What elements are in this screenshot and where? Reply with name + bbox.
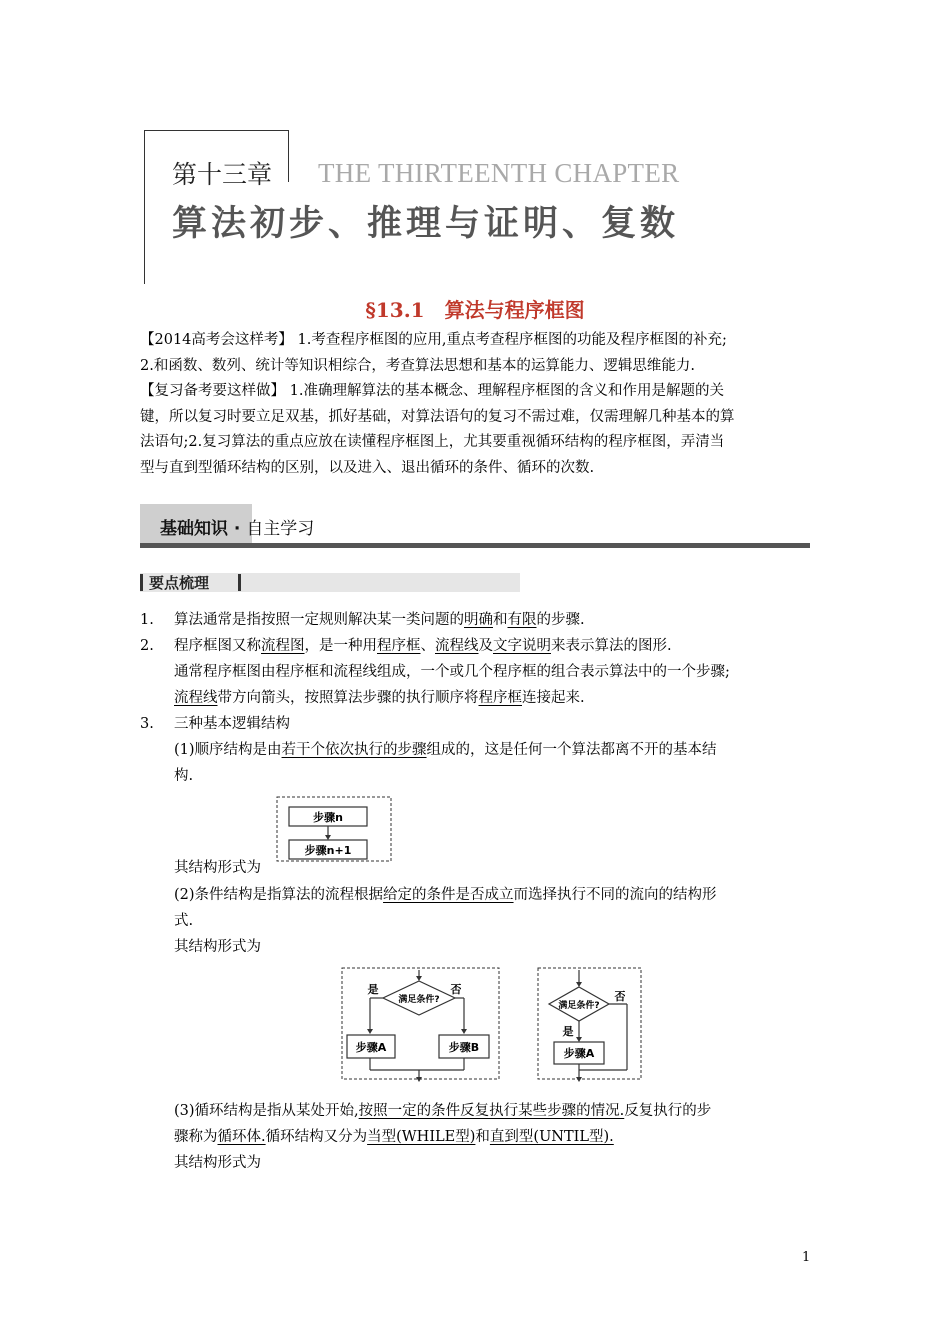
sub-3-blank-2: 循环体.	[217, 1129, 266, 1145]
item-2-text-a: 程序框图又称	[174, 638, 261, 654]
item-2-text-l: 带方向箭头，按照算法步骤的执行顺序将	[217, 690, 479, 706]
item-1-blank-2: 有限	[507, 612, 537, 628]
item-2-blank-2: 程序框	[377, 638, 421, 654]
item-2-blank-1: 流程图	[261, 638, 305, 654]
condition-2-entry-arrow	[576, 982, 582, 987]
subhead-label: 要点梳理	[149, 574, 210, 592]
condition-2-test-label: 满足条件?	[558, 1001, 600, 1011]
sub-3-blank-3: 当型(WHILE型)	[367, 1129, 476, 1145]
condition-2-exit-arrow	[576, 1077, 582, 1082]
item-2-blank-3: 流程线	[435, 638, 479, 654]
chapter-frame-right	[288, 130, 289, 182]
condition-1-test-label: 满足条件?	[398, 995, 440, 1005]
exam-tag-2: 【复习备考要这样做】	[140, 383, 285, 399]
item-2-text-g: 及	[478, 638, 493, 654]
exam-line-1	[140, 327, 727, 353]
condition-1-step-b-label: 步骤B	[448, 1041, 480, 1054]
item-2-blank-4: 文字说明	[493, 638, 551, 654]
sub-3-blank-4: 直到型(UNTIL型).	[489, 1129, 614, 1145]
condition-2-no-label: 否	[614, 990, 626, 1003]
condition-2-yes-label: 是	[562, 1025, 574, 1038]
sequence-diagram	[275, 795, 395, 865]
sub-3-form: 其结构形式为	[174, 1155, 261, 1171]
sub-3-line-1	[174, 1098, 711, 1124]
sub-2-form: 其结构形式为	[174, 939, 261, 955]
chapter-number: 第十三章	[172, 160, 273, 189]
exam-text-2a: 1.准确理解算法的基本概念、理解程序框图的含义和作用是解题的关	[289, 383, 724, 399]
item-2-blank-5: 流程线	[174, 690, 218, 706]
exam-line-3	[140, 378, 724, 404]
item-1-blank-1: 明确	[464, 612, 493, 628]
sub-2-text-a: (2)条件结构是指算法的流程根据	[174, 887, 384, 903]
item-2	[140, 633, 672, 659]
section-title: §13.1 算法与程序框图	[365, 298, 585, 322]
item-1-number: 1.	[140, 612, 154, 628]
sub-3-blank-1: 按照一定的条件反复执行某些步骤的情况.	[358, 1103, 625, 1119]
condition-1-no-label: 否	[450, 983, 462, 996]
bar-dot: ·	[233, 519, 241, 539]
sub-2-line-2: 式.	[174, 913, 194, 929]
sequence-step-2-label: 步骤n+1	[304, 844, 352, 857]
condition-2-step-a-label: 步骤A	[563, 1047, 595, 1060]
sub-3-text-c: 反复执行的步	[624, 1103, 712, 1119]
exam-line-5: 法语句;2.复习算法的重点应放在读懂程序框图上，尤其要重视循环结构的程序框图，弄清当	[140, 434, 725, 450]
sequence-step-1-label: 步骤n	[313, 811, 343, 824]
item-2-text-c: ，是一种用	[304, 638, 377, 654]
sub-3-text-d: 骤称为	[174, 1129, 218, 1145]
sub-3-text-a: (3)循环结构是指从某处开始,	[174, 1103, 359, 1119]
section-bar-line	[140, 543, 810, 548]
condition-1-no-arrow	[461, 1029, 467, 1034]
page-number: 1	[802, 1250, 811, 1265]
item-2-text-i: 来表示算法的图形.	[551, 638, 672, 654]
item-3-number: 3.	[140, 716, 154, 732]
item-2-text-e: 、	[420, 638, 435, 654]
item-2-number: 2.	[140, 638, 154, 654]
sub-2-line-1	[174, 882, 717, 908]
item-3-text: 三种基本逻辑结构	[174, 716, 290, 732]
item-3	[140, 711, 290, 737]
condition-1-yes-arrow	[367, 1029, 373, 1034]
sub-1-line-2: 构.	[174, 768, 194, 784]
condition-diagram-1	[340, 966, 502, 1082]
sub-1-text-a: (1)顺序结构是由	[174, 742, 282, 758]
section-bar-label	[160, 514, 314, 539]
exam-line-2: 2.和函数、数列、统计等知识相综合，考查算法思想和基本的运算能力、逻辑思维能力.	[140, 358, 695, 374]
sub-2-text-c: 而选择执行不同的流向的结构形	[513, 887, 717, 903]
sub-2-blank: 给定的条件是否成立	[383, 887, 514, 903]
condition-2-yes-arrow	[576, 1037, 582, 1042]
item-2-line-2: 通常程序框图由程序框和流程线组成，一个或几个程序框的组合表示算法中的一个步骤;	[174, 664, 730, 680]
condition-1-step-a-label: 步骤A	[355, 1041, 387, 1054]
chapter-frame-left	[144, 130, 145, 284]
exam-line-6: 型与直到型循环结构的区别，以及进入、退出循环的条件、循环的次数.	[140, 460, 595, 476]
chapter-title: 算法初步、推理与证明、复数	[172, 204, 680, 244]
condition-1-entry-arrow	[416, 976, 422, 981]
sub-3-text-f: 循环结构又分为	[265, 1129, 368, 1145]
sub-1-blank: 若干个依次执行的步骤	[281, 742, 427, 758]
exam-line-4: 键，所以复习时要立足双基，抓好基础，对算法语句的复习不需过难，仅需理解几种基本的算	[140, 409, 735, 425]
item-2-text-n: 连接起来.	[522, 690, 585, 706]
chapter-english-title: THE THIRTEENTH CHAPTER	[318, 158, 680, 188]
exam-text-1a: 1.考查程序框图的应用,重点考查程序框图的功能及程序框图的补充;	[297, 332, 727, 348]
item-2-blank-6: 程序框	[478, 690, 522, 706]
sub-1-text-c: 组成的，这是任何一个算法都离不开的基本结	[426, 742, 717, 758]
bar-main: 基础知识	[160, 519, 228, 539]
chapter-frame-top	[144, 130, 289, 131]
sequence-arrow-head	[325, 835, 331, 840]
bar-sub: 自主学习	[246, 519, 315, 539]
exam-tag-1: 【2014高考会这样考】	[140, 332, 293, 348]
sub-3-line-2	[174, 1124, 614, 1150]
sub-1-line-1	[174, 737, 717, 763]
item-2-line-3	[174, 685, 585, 711]
sub-1-form: 其结构形式为	[174, 860, 261, 876]
item-1-text-e: 的步骤.	[536, 612, 585, 628]
item-1-text-a: 算法通常是指按照一定规则解决某一类问题的	[174, 612, 464, 628]
subhead-mark-right	[238, 574, 241, 591]
item-1	[140, 607, 585, 633]
item-1-text-c: 和	[493, 612, 508, 628]
condition-1-yes-label: 是	[367, 983, 379, 996]
condition-diagram-2	[536, 966, 644, 1082]
subhead-mark-left	[140, 574, 143, 591]
sub-3-text-h: 和	[475, 1129, 490, 1145]
